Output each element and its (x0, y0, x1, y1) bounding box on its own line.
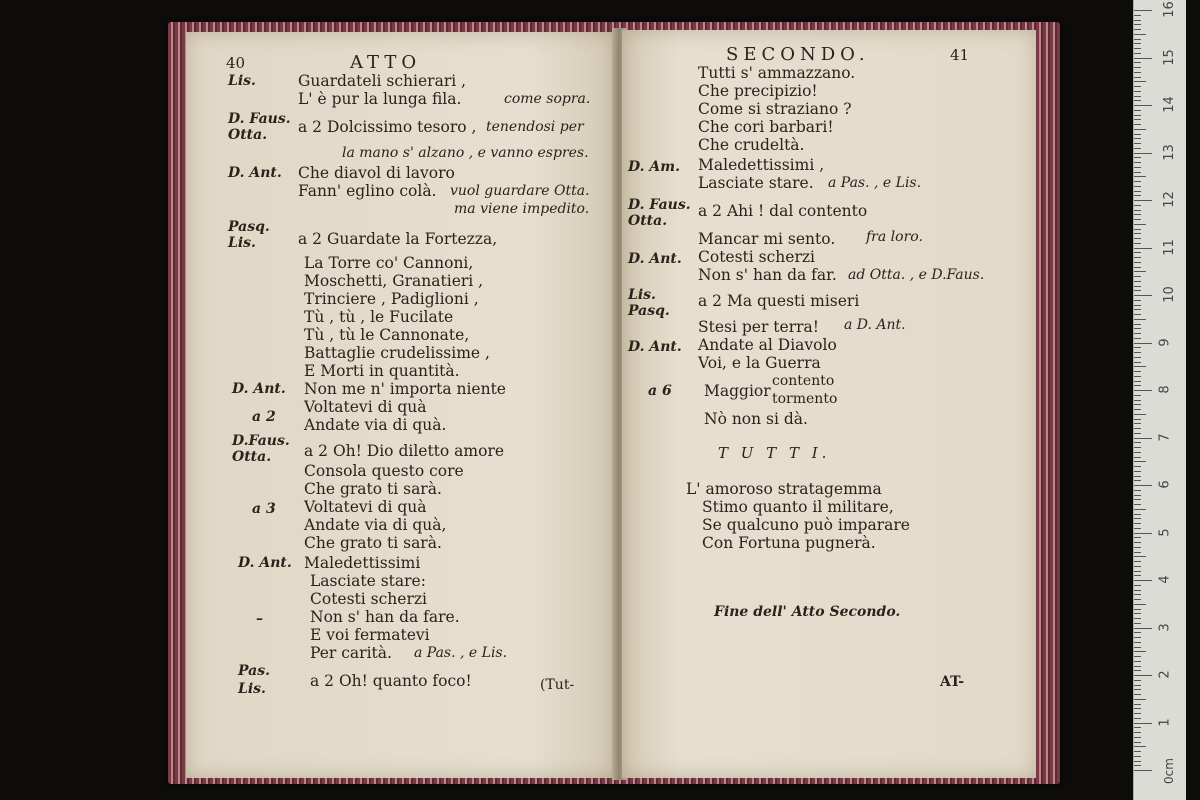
ruler-tick (1134, 656, 1141, 657)
verse-line: Trinciere , Padiglioni , (304, 290, 479, 308)
ruler-tick (1134, 613, 1141, 614)
ruler-tick (1134, 552, 1141, 553)
verse-line: Fann' eglino colà. (298, 182, 437, 200)
ruler-tick (1134, 642, 1141, 643)
ruler-tick (1134, 29, 1141, 30)
stage-direction: come sopra. (504, 91, 591, 107)
speaker: D. Ant. (628, 251, 682, 267)
ruler-tick (1134, 485, 1152, 486)
speaker: D. Ant. (628, 339, 682, 355)
stage-direction: vuol guardare Otta. (450, 183, 590, 199)
ruler-tick (1134, 594, 1141, 595)
ruler-tick (1134, 604, 1146, 605)
ruler-tick (1134, 10, 1152, 11)
ruler-tick (1134, 224, 1146, 225)
stage-direction: a D. Ant. (844, 317, 906, 333)
ruler-tick (1134, 495, 1141, 496)
verse-line: Nò non si dà. (704, 410, 808, 428)
end-of-act-note: Fine dell' Atto Secondo. (714, 604, 901, 620)
verse-line: a 2 Dolcissimo tesoro , (298, 118, 477, 136)
speaker: D. Ant. (232, 381, 286, 397)
verse-line: a 2 Ahi ! dal contento (698, 202, 868, 220)
stage-direction: a Pas. , e Lis. (414, 645, 508, 661)
speaker: a 2 (252, 409, 276, 425)
ruler-tick (1134, 770, 1152, 771)
ruler-tick (1134, 727, 1141, 728)
speaker: Otta. (228, 127, 268, 143)
ruler-tick (1134, 765, 1141, 766)
ruler-tick (1134, 243, 1141, 244)
ruler-tick (1134, 490, 1141, 491)
ruler-tick (1134, 338, 1141, 339)
ruler-number: 3 (1157, 622, 1173, 632)
ruler-tick (1134, 43, 1141, 44)
speaker: D.Faus. (232, 433, 290, 449)
ruler-tick (1134, 670, 1141, 671)
ruler-number: 7 (1157, 432, 1173, 442)
verse-line: Cotesti scherzi (310, 590, 427, 608)
ruler-number: 16 (1161, 1, 1177, 18)
verse-line: Andate via di quà, (304, 516, 447, 534)
verse-line: La Torre co' Cannoni, (304, 254, 474, 272)
ruler-tick (1134, 447, 1141, 448)
verse-line: E voi fermatevi (310, 626, 430, 644)
ruler-tick (1134, 742, 1141, 743)
ruler-tick (1134, 461, 1146, 462)
speaker: Lis. (228, 73, 256, 89)
ruler-tick (1134, 181, 1141, 182)
ruler-tick (1134, 333, 1141, 334)
ruler-tick (1134, 718, 1141, 719)
ruler-tick (1134, 119, 1141, 120)
ruler-tick (1134, 186, 1141, 187)
ruler-tick (1134, 580, 1152, 581)
ruler-tick (1134, 542, 1141, 543)
ruler-tick (1134, 39, 1141, 40)
ruler-tick (1134, 637, 1141, 638)
ruler-tick (1134, 53, 1141, 54)
verse-line: Lasciate stare: (310, 572, 426, 590)
ruler-number: 14 (1161, 96, 1177, 113)
speaker: – (256, 611, 263, 627)
speaker: D. Ant. (238, 555, 292, 571)
ruler-tick (1134, 276, 1141, 277)
verse-line: Che cori barbari! (698, 118, 834, 136)
ruler-tick (1134, 347, 1141, 348)
ruler-tick (1134, 200, 1152, 201)
ruler-tick (1134, 566, 1141, 567)
verse-line: Che diavol di lavoro (298, 164, 455, 182)
ruler-number: 2 (1157, 670, 1173, 679)
ruler-tick (1134, 457, 1141, 458)
ruler-tick (1134, 699, 1146, 700)
ruler-number: 11 (1161, 238, 1177, 256)
verse-line: Mancar mi sento. (698, 230, 836, 248)
speaker: Otta. (628, 213, 668, 229)
ruler-tick (1134, 81, 1146, 82)
ruler-tick (1134, 134, 1141, 135)
ruler-tick (1134, 533, 1152, 534)
ruler-tick (1134, 618, 1141, 619)
ruler-tick (1134, 419, 1141, 420)
ruler-tick (1134, 704, 1141, 705)
ruler-tick (1134, 599, 1141, 600)
verse-line: Voi, e la Guerra (698, 354, 821, 372)
running-head-left: ATTO (350, 52, 422, 73)
ruler-tick (1134, 385, 1141, 386)
ruler-tick (1134, 737, 1141, 738)
stage-direction: tenendosi per (486, 119, 584, 135)
ruler-tick (1134, 523, 1141, 524)
ruler-tick (1134, 480, 1141, 481)
ruler-tick (1134, 15, 1141, 16)
ruler-tick (1134, 381, 1141, 382)
ruler-tick (1134, 466, 1141, 467)
stage-direction: ma viene impedito. (454, 201, 590, 217)
verse-line: Con Fortuna pugnerà. (702, 534, 876, 552)
ruler-tick (1134, 162, 1141, 163)
ruler-tick (1134, 210, 1141, 211)
ruler-tick (1134, 575, 1141, 576)
ruler-tick (1134, 708, 1141, 709)
verse-line: Consola questo core (304, 462, 464, 480)
ruler-tick (1134, 295, 1152, 296)
stage-direction: ad Otta. , e D.Faus. (848, 267, 985, 283)
verse-line: Tù , tù le Cannonate, (304, 326, 470, 344)
speaker: D. Am. (628, 159, 680, 175)
ruler-tick (1134, 395, 1141, 396)
ruler-tick (1134, 632, 1141, 633)
ruler-tick (1134, 514, 1141, 515)
ruler-tick (1134, 195, 1141, 196)
verse-line: Maledettissimi (304, 554, 421, 572)
ruler-tick (1134, 191, 1141, 192)
speaker: a 6 (648, 383, 672, 399)
ruler-tick (1134, 362, 1141, 363)
ruler-tick (1134, 423, 1141, 424)
ruler-tick (1134, 504, 1141, 505)
ruler-tick (1134, 476, 1141, 477)
ruler-tick (1134, 105, 1152, 106)
ruler-tick (1134, 257, 1141, 258)
verse-line: E Morti in quantità. (304, 362, 460, 380)
ruler-tick (1134, 262, 1141, 263)
ruler-tick (1134, 309, 1141, 310)
ruler-tick (1134, 442, 1141, 443)
ruler-tick (1134, 281, 1141, 282)
ruler-tick (1134, 300, 1141, 301)
ruler-tick (1134, 590, 1141, 591)
ruler-tick (1134, 723, 1152, 724)
ruler-tick (1134, 499, 1141, 500)
speaker: D. Faus. (228, 111, 291, 127)
stacked-word-top: contento (772, 373, 835, 389)
ruler-tick (1134, 100, 1141, 101)
ruler-number: 5 (1157, 527, 1173, 537)
verse-line: Andate al Diavolo (698, 336, 837, 354)
ruler-tick (1134, 689, 1141, 690)
ruler-tick (1134, 148, 1141, 149)
verse-line: Maledettissimi , (698, 156, 825, 174)
ruler-tick (1134, 537, 1141, 538)
ruler-tick (1134, 547, 1141, 548)
speaker: D. Ant. (228, 165, 282, 181)
ruler-tick (1134, 72, 1141, 73)
ruler-tick (1134, 561, 1141, 562)
right-page (622, 30, 1036, 778)
speaker: a 3 (252, 501, 276, 517)
ruler-tick (1134, 357, 1141, 358)
verse-line: Tutti s' ammazzano. (698, 64, 856, 82)
ruler-tick (1134, 556, 1146, 557)
verse-line: Stesi per terra! (698, 318, 819, 336)
verse-line: Voltatevi di quà (304, 398, 427, 416)
ruler-tick (1134, 675, 1152, 676)
ruler-tick (1134, 751, 1141, 752)
ruler-tick (1134, 746, 1146, 747)
ruler-tick (1134, 143, 1141, 144)
speaker: Pas. (238, 663, 270, 679)
ruler-tick (1134, 58, 1152, 59)
ruler-tick (1134, 252, 1141, 253)
ruler-tick (1134, 651, 1146, 652)
ruler-number: 9 (1157, 337, 1173, 347)
verse-line: Tù , tù , le Fucilate (304, 308, 454, 326)
ruler-tick (1134, 20, 1141, 21)
ruler-tick (1134, 286, 1141, 287)
ruler-tick (1134, 409, 1141, 410)
ruler-tick (1134, 229, 1141, 230)
ruler-tick (1134, 732, 1141, 733)
ruler-tick (1134, 62, 1141, 63)
left-page (186, 32, 616, 778)
ruler-tick (1134, 167, 1141, 168)
stage-direction: a Pas. , e Lis. (828, 175, 922, 191)
ruler-tick (1134, 267, 1141, 268)
verse-line: Cotesti scherzi (698, 248, 815, 266)
ruler-number: 1 (1157, 717, 1173, 727)
catchword-left: (Tut- (540, 677, 575, 693)
ruler-tick (1134, 343, 1152, 344)
ruler-tick (1134, 680, 1141, 681)
verse-line: Che grato ti sarà. (304, 534, 442, 552)
speaker: D. Faus. (628, 197, 691, 213)
ruler-tick (1134, 248, 1152, 249)
ruler-number: 13 (1161, 143, 1177, 161)
ruler-tick (1134, 205, 1141, 206)
ruler-tick (1134, 376, 1141, 377)
ruler-tick (1134, 328, 1141, 329)
verse-line: Non s' han da fare. (310, 608, 460, 626)
ruler-tick (1134, 319, 1146, 320)
ruler-tick (1134, 371, 1141, 372)
tutti-heading: T U T T I. (718, 444, 831, 462)
ruler-tick (1134, 115, 1141, 116)
ruler-tick (1134, 666, 1141, 667)
ruler-tick (1134, 157, 1141, 158)
ruler-tick (1134, 24, 1141, 25)
verse-line: L' amoroso stratagemma (686, 480, 882, 498)
stage-direction: fra loro. (866, 229, 923, 245)
speaker: Pasq. (628, 303, 670, 319)
verse-line: a 2 Oh! quanto foco! (310, 672, 472, 690)
ruler-tick (1134, 400, 1141, 401)
ruler-number: 6 (1157, 480, 1173, 489)
ruler-tick (1134, 761, 1141, 762)
ruler-tick (1134, 414, 1146, 415)
ruler-tick (1134, 48, 1141, 49)
ruler-number: 8 (1157, 385, 1173, 394)
ruler-tick (1134, 214, 1141, 215)
verse-line: Che grato ti sarà. (304, 480, 442, 498)
ruler-unit-label: 0cm (1161, 758, 1176, 784)
ruler-tick (1134, 67, 1141, 68)
speaker: Otta. (232, 449, 272, 465)
ruler-tick (1134, 153, 1152, 154)
verse-line: Andate via di quà. (304, 416, 447, 434)
ruler-tick (1134, 86, 1141, 87)
speaker: Lis. (628, 287, 656, 303)
ruler-tick (1134, 314, 1141, 315)
ruler-tick (1134, 438, 1152, 439)
verse-line: Moschetti, Granatieri , (304, 272, 484, 290)
ruler-tick (1134, 628, 1152, 629)
ruler-tick (1134, 172, 1141, 173)
ruler-tick (1134, 518, 1141, 519)
ruler-tick (1134, 124, 1141, 125)
ruler-tick (1134, 647, 1141, 648)
ruler-tick (1134, 509, 1146, 510)
stacked-word-bottom: tormento (772, 391, 838, 407)
verse-line: Voltatevi di quà (304, 498, 427, 516)
verse-line: Come si straziano ? (698, 100, 852, 118)
ruler-tick (1134, 129, 1146, 130)
measuring-ruler (1133, 0, 1186, 800)
ruler-tick (1134, 290, 1141, 291)
ruler-tick (1134, 571, 1141, 572)
ruler-tick (1134, 623, 1141, 624)
ruler-number: 15 (1161, 48, 1177, 66)
verse-line: a 2 Oh! Dio diletto amore (304, 442, 505, 460)
speaker: Lis. (238, 681, 266, 697)
verse-line: Maggior (704, 382, 771, 400)
ruler-tick (1134, 176, 1146, 177)
ruler-tick (1134, 110, 1141, 111)
ruler-number: 12 (1161, 191, 1177, 208)
verse-line: Che crudeltà. (698, 136, 805, 154)
ruler-tick (1134, 352, 1141, 353)
verse-line: Lasciate stare. (698, 174, 814, 192)
verse-line: Non s' han da far. (698, 266, 837, 284)
ruler-tick (1134, 471, 1141, 472)
ruler-tick (1134, 77, 1141, 78)
ruler-tick (1134, 233, 1141, 234)
verse-line: Stimo quanto il militare, (702, 498, 894, 516)
ruler-tick (1134, 585, 1141, 586)
ruler-tick (1134, 366, 1146, 367)
verse-line: Guardateli schierari , (298, 72, 467, 90)
ruler-tick (1134, 390, 1152, 391)
verse-line: a 2 Ma questi miseri (698, 292, 860, 310)
ruler-tick (1134, 96, 1141, 97)
ruler-tick (1134, 238, 1141, 239)
stage-direction: la mano s' alzano , e vanno espres. (342, 145, 589, 161)
running-head-right: SECONDO. (726, 44, 870, 65)
speaker: Lis. (228, 235, 256, 251)
ruler-tick (1134, 219, 1141, 220)
verse-line: L' è pur la lunga fila. (298, 90, 462, 108)
catchword-right: AT- (940, 674, 965, 690)
ruler-tick (1134, 91, 1141, 92)
ruler-tick (1134, 609, 1141, 610)
ruler-tick (1134, 661, 1141, 662)
ruler-number: 4 (1157, 575, 1173, 584)
ruler-tick (1134, 305, 1141, 306)
ruler-number: 10 (1161, 286, 1177, 303)
verse-line: Battaglie crudelissime , (304, 344, 490, 362)
verse-line: Che precipizio! (698, 82, 818, 100)
ruler-tick (1134, 324, 1141, 325)
ruler-tick (1134, 685, 1141, 686)
verse-line: Per carità. (310, 644, 392, 662)
ruler-tick (1134, 694, 1141, 695)
ruler-tick (1134, 528, 1141, 529)
ruler-tick (1134, 428, 1141, 429)
verse-line: Se qualcuno può imparare (702, 516, 910, 534)
verse-line: Non me n' importa niente (304, 380, 506, 398)
page-number-left: 40 (226, 54, 246, 72)
ruler-tick (1134, 271, 1146, 272)
ruler-tick (1134, 713, 1141, 714)
speaker: Pasq. (228, 219, 270, 235)
ruler-tick (1134, 452, 1141, 453)
ruler-tick (1134, 404, 1141, 405)
ruler-tick (1134, 34, 1146, 35)
ruler-tick (1134, 138, 1141, 139)
verse-line: a 2 Guardate la Fortezza, (298, 230, 498, 248)
ruler-tick (1134, 433, 1141, 434)
page-number-right: 41 (950, 46, 970, 64)
ruler-tick (1134, 756, 1141, 757)
